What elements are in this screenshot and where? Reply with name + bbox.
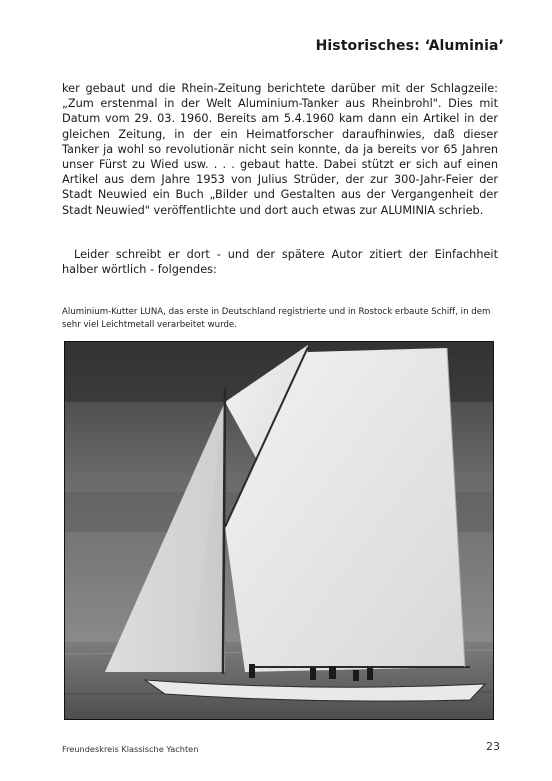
body-paragraph-1: ker gebaut und die Rhein-Zeitung berichtete darüber mit der Schlagzeile: „Zum erstenmal in der Welt Aluminium-Tanker aus Rheinbrohl". Dies mit Datum vom 29. 03. 1960. Bereits am 5.4.1960 kam dann ein Artikel in der gleichen Zeitung, in der ein Heimatforscher daraufhinwies, daß dieser Tanker ja wohl so revolutionär nicht sein konnte, da ja bereits vor 65 Jahren unser Fürst zu Wied usw. . . . gebaut hatte. Dabei stützt er sich auf einen Artikel aus dem Jahre 1953 von Julius Strüder, der zur 300-Jahr-Feier der Stadt Neuwied ein Buch „Bilder und Gestalten aus der Vergangenheit der Stadt Neuwied" veröffentlichte und dort auch etwas zur ALUMINIA schrieb. — [62, 82, 498, 217]
body-paragraph-2: Leider schreibt er dort - und der spätere Autor zitiert der Einfachheit halber wörtlich - folgendes: — [62, 248, 498, 277]
sailboat-photo — [64, 341, 494, 720]
running-header-title: Historisches: ‘Aluminia’ — [315, 38, 504, 54]
photo-caption: Aluminium-Kutter LUNA, das erste in Deutschland registrierte und in Rostock erbaute Schiff, in dem sehr viel Leichtmetall verarbeitet wurde. — [62, 307, 491, 330]
footer-publisher: Freundeskreis Klassische Yachten — [62, 744, 199, 754]
page-number: 23 — [486, 740, 500, 753]
